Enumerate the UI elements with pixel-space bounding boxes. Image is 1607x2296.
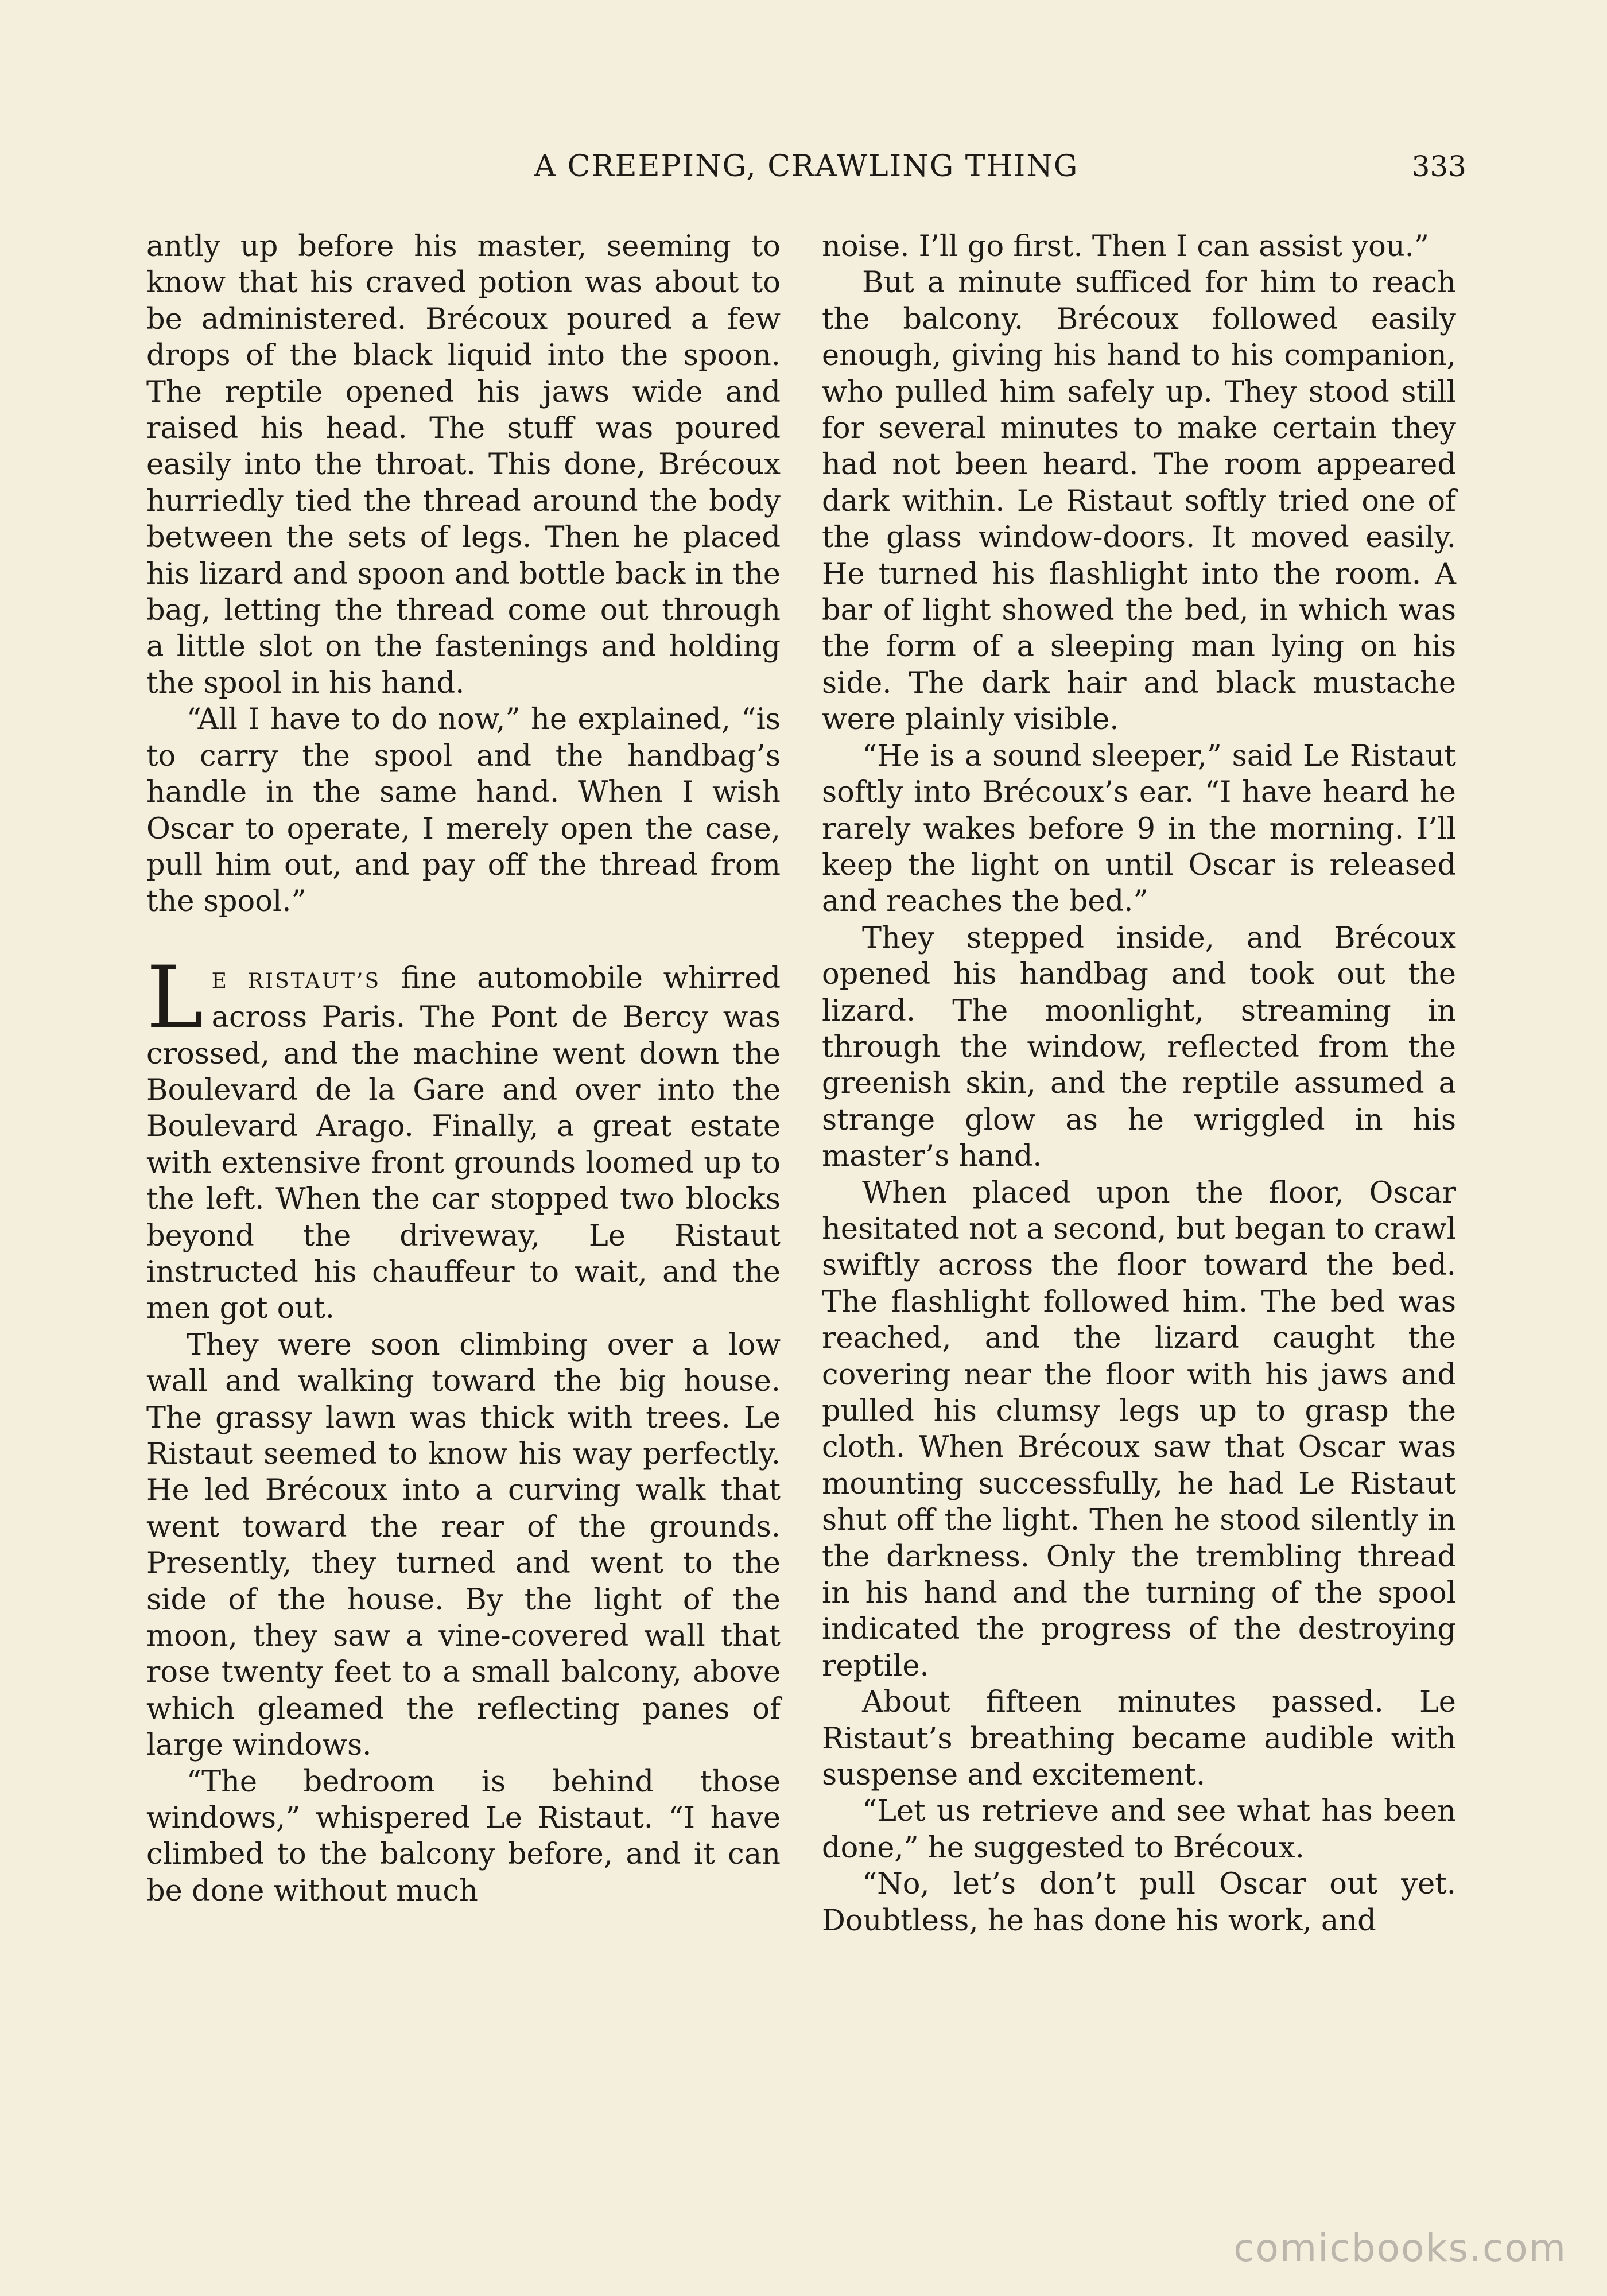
paragraph: They were soon climbing over a low wall and walking toward the big house. The grassy lawn was thick with trees. Le Ristaut seemed to know his way perfectly. He led Brécoux into a curving walk that went toward the rear of the grounds. Presently, they turned and went to the side of the house. By the light of the moon, they saw a vine-covered wall that rose twenty feet to a small balcony, above which gleamed the reflecting panes of large windows.: [146, 1328, 781, 1763]
drop-cap: L: [146, 948, 204, 1048]
watermark: comicbooks.com: [1233, 2226, 1567, 2270]
small-caps-lead: E RISTAUT’S: [211, 969, 381, 993]
running-title: A CREEPING, CRAWLING THING: [534, 149, 1079, 184]
paragraph: “The bedroom is behind those windows,” whispered Le Ristaut. “I have climbed to the balcony before, and it can be done without much: [146, 1764, 781, 1908]
paragraph: “He is a sound sleeper,” said Le Ristaut softly into Brécoux’s ear. “I have heard he rarely wakes before 9 in the morning. I’ll keep the light on until Oscar is released and reaches the bed.”: [822, 739, 1456, 919]
paragraph-text: fine automobile whirred across Paris. The Pont de Bercy was crossed, and the machine went down the Boulevard de la Gare and over into the Boulevard Arago. Finally, a great estate with extensive front grounds loomed up to the left. When the car stopped two blocks beyond the driveway, Le Ristaut instructed his chauffeur to wait, and the men got out.: [146, 961, 781, 1326]
section-break: [146, 920, 781, 960]
paragraph: About fifteen minutes passed. Le Ristaut’s breathing became audible with suspense and excitement.: [822, 1685, 1456, 1793]
paragraph: noise. I’ll go first. Then I can assist you.”: [822, 230, 1429, 263]
paragraph: “No, let’s don’t pull Oscar out yet. Doubtless, he has done his work, and: [822, 1867, 1456, 1938]
section-opening-paragraph: [146, 948, 781, 1327]
paragraph: They stepped inside, and Brécoux opened his handbag and took out the lizard. The moonlight, streaming in through the window, reflected from the greenish skin, and the reptile assumed a strange glow as he wriggled in his master’s hand.: [822, 921, 1456, 1174]
paragraph: “Let us retrieve and see what has been done,” he suggested to Brécoux.: [822, 1794, 1456, 1865]
paragraph: antly up before his master, seeming to know that his craved potion was about to be administered. Brécoux poured a few drops of the black liquid into the spoon. The reptile opened his jaws wide and raised his head. The stuff was poured easily into the throat. This done, Brécoux hurriedly tied the thread around the body between the sets of legs. Then he placed his lizard and spoon and bottle back in the bag, letting the thread come out through a little slot on the fastenings and holding the spool in his hand.: [146, 230, 781, 700]
running-head: [146, 144, 1466, 189]
right-column: [822, 228, 1456, 1939]
paragraph: But a minute sufficed for him to reach the balcony. Brécoux followed easily enough, giving his hand to his companion, who pulled him safely up. They stood still for several minutes to make certain they had not been heard. The room appeared dark within. Le Ristaut softly tried one of the glass window-doors. It moved easily. He turned his flashlight into the room. A bar of light showed the bed, in which was the form of a sleeping man lying on his side. The dark hair and black mustache were plainly visible.: [822, 266, 1456, 737]
left-column: [146, 228, 781, 1909]
page-number: 333: [1411, 150, 1466, 183]
paragraph: “All I have to do now,” he explained, “is to carry the spool and the handbag’s handle in the same hand. When I wish Oscar to operate, I merely open the case, pull him out, and pay off the thread from the spool.”: [146, 703, 781, 919]
paragraph: When placed upon the floor, Oscar hesitated not a second, but began to crawl swiftly across the floor toward the bed. The flashlight followed him. The bed was reached, and the lizard caught the covering near the floor with his jaws and pulled his clumsy legs up to grasp the cloth. When Brécoux saw that Oscar was mounting successfully, he had Le Ristaut shut off the light. Then he stood silently in the darkness. Only the trembling thread in his hand and the turning of the spool indicated the progress of the destroying reptile.: [822, 1176, 1456, 1683]
